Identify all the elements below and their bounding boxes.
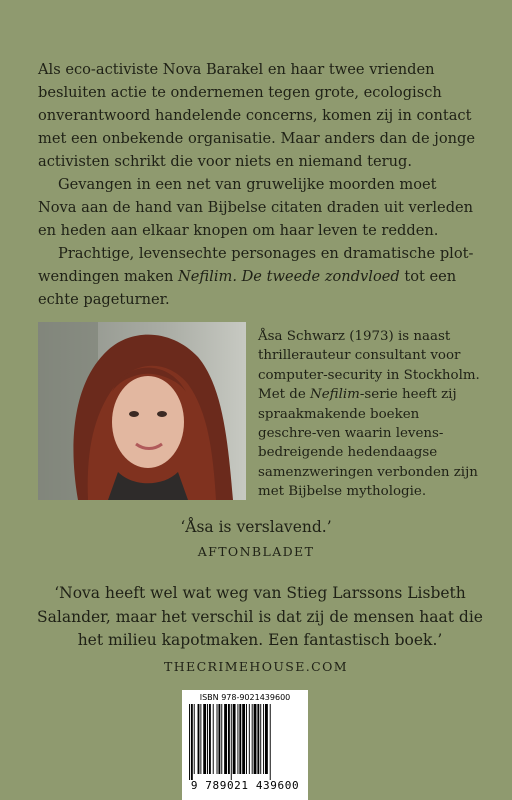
author-bio (258, 327, 480, 502)
isbn-digits: 9 789021 439600 (190, 779, 300, 792)
barcode (182, 690, 308, 800)
review-source-1: AFTONBLADET (197, 544, 315, 559)
blurb-paragraph-2: Gevangen in een net van gruwelijke moorden moet Nova aan de hand van Bijbelse citaten draden uit verleden en heden aan elkaar knopen om haar leven te redden. (38, 176, 474, 239)
blurb-paragraph-3 (38, 242, 478, 311)
bio-part-1: Åsa Schwarz (1973) is naast thrillerauteur consultant voor computer-security in Stockholm. Met de (258, 329, 480, 403)
author-portrait-image (38, 322, 246, 500)
isbn-label: ISBN 978-9021439600 (199, 693, 291, 702)
back-cover-blurb (38, 58, 478, 311)
author-photo (38, 322, 246, 500)
review-quote-1: ‘Åsa is verslavend.’ (180, 518, 332, 536)
review-quote-2: ‘Nova heeft wel wat weg van Stieg Larssons Lisbeth Salander, maar het verschil is dat zij de mensen haat die het milieu kapotmaken. Een fantastisch boek.’ (37, 584, 483, 649)
blurb-paragraph-1: Als eco-activiste Nova Barakel en haar twee vrienden besluiten actie te ondernemen tegen grote, ecologisch onverantwoord handelende concerns, komen zij in contact met een onbekende organisatie. Maar anders dan de jonge activisten schrikt die voor niets en niemand terug. (38, 61, 475, 170)
barcode-bars (189, 704, 301, 780)
review-source-2: THECRIMEHOUSE.COM (164, 659, 348, 674)
bio-part-2: -serie heeft zij spraakmakende boeken geschre-ven waarin levens-bedreigende hedendaagse samenzweringen verbonden zijn met Bijbelse mythologie. (258, 387, 478, 500)
bio-series-title: Nefilim (310, 387, 360, 403)
blurb-p3-end: tot een echte pageturner. (38, 268, 457, 308)
book-title: Nefilim. De tweede zondvloed (178, 268, 400, 285)
blurb-p3-start: Prachtige, levensechte personages en dramatische plot-wendingen maken (38, 245, 474, 285)
